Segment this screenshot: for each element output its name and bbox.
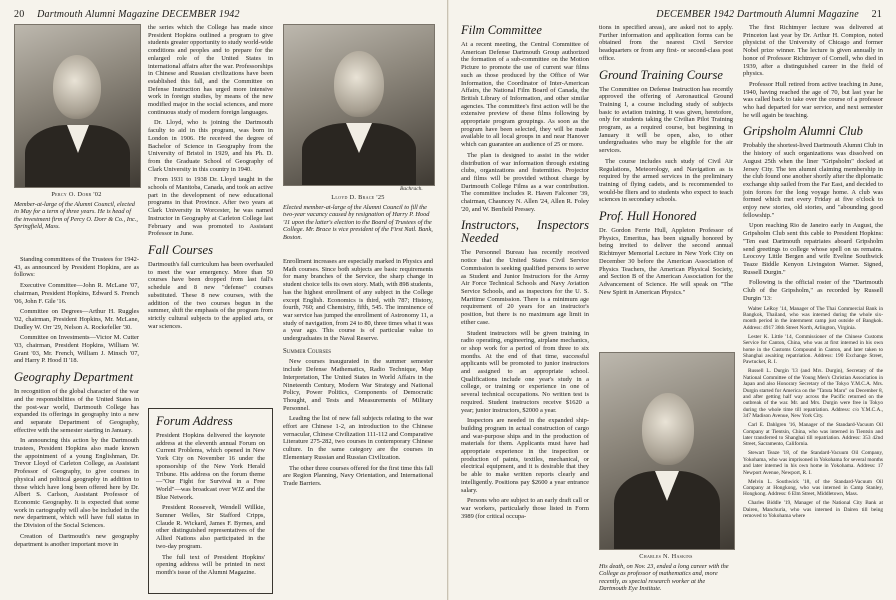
instructors-paragraph: Inspectors are needed in the expanded ship-building program in actual construction of cargo and war-purpose ships and in the production of materials for them. Applicants must have had appropriate experience in the inspection or production of paints, textiles, mechanical, or electrical equipment, and it is desirable that they be able to make written reports clearly and intelligently. Positions pay $2600 a year entrance salary. — [461, 417, 589, 494]
heading-hull-honored: Prof. Hull Honored — [599, 209, 697, 224]
heading-ground-training: Ground Training Course — [599, 67, 723, 82]
heading-geography: Geography Department — [14, 370, 134, 385]
right-page — [449, 0, 896, 600]
gripsholm-paragraph: Following is the official roster of the "Dartmouth Club of the Gripsholm," as recorded by Russell Durgin '13: — [743, 279, 883, 302]
forum-paragraph: The full text of President Hopkins' opening address will be printed in next month's issue of the Alumni Magazine. — [156, 553, 265, 576]
portrait-photo-brace — [283, 24, 435, 186]
gripsholm-paragraph: Probably the shortest-lived Dartmouth Alumni Club in the history of such organizations was dissolved on August 25th when the liner "Gripsholm" docked at Jersey City. The ten alumni claiming membership in the club found one another shortly after the diplomatic exchange ship sailed from the Far East, and decided to join forces for the long voyage home. A club was formed which met every Friday at five o'clock to enjoy new stories, old stories, and "abounding good fellowship." — [743, 142, 883, 219]
roster-entry: Stewart Teaze '18, of the Standard-Vacuum Oil Company, Yokohama, who was imprisoned in Yokohama for several months and later interned in his own home in Yokohama. Address: 17 Newport Avenue, Newport, R. I. — [743, 450, 883, 476]
roster-entry: Charles Biddle '19, Manager of the National City Bank at Dairen, Manchuria, who was interned in Dairen till being removed to Yokohama where — [743, 500, 883, 520]
instructors-paragraph: Student instructors will be given training in radio operating, engineering, airplane mechanics, or shop work for a period of from three to six months. At the end of that time, successful applicants will be promoted to junior instructors and assigned to an appropriate school. Qualifications include one year's study in a college, or training or experience in one of several technical occupations. No written test is required. Student instructors receive $1620 a year; junior instructors, $2000 a year. — [461, 329, 589, 414]
summer-paragraph: The other three courses offered for the first time this fall are Region Planning, Navy Orientation, and International Trade Barriers. — [283, 464, 433, 487]
trustee-paragraph: Standing committees of the Trustees for 1942-43, as announced by President Hopkins, are as follows: — [14, 256, 139, 279]
summer-paragraph: New courses inaugurated in the summer semester include Defense Mathematics, Radio Technique, Map Interpretation, The United States in World Affairs in the Nineteenth Century, Modern War Strategy and National Policy, Power Politics, Components of Democratic Thought, and Tests and Measurements of Military Personnel. — [283, 358, 433, 412]
caption-haskins: Charles N. Haskins His death, on Nov. 23, ended a long career with the College as professor of mathematics and, more recently, as special research worker at the Dartmouth Eye Institute. — [599, 553, 729, 593]
heading-film-committee: Film Committee — [461, 23, 542, 37]
geography-paragraph: In recognition of the global character of the war and the responsibilities of the United States in the post-war world, Dartmouth College has expanded its offerings in geography into a new and separate Department of Geography, effective with the semester starting in January. — [14, 388, 139, 434]
geography-paragraph: In announcing this action by the Dartmouth trustees, President Hopkins also made known the appointment of a young Englishman, Dr. Trevor Lloyd of Carleton College, as Assistant Professor of Geography, to give courses in physical and political geography in addition to those which have long been offered here by Dr. Albert S. Carlson, Assistant Professor of Economic Geography. It is expected that some work in cartography will also be included in the new department, which will have full status in the Division of the Social Sciences. — [14, 437, 139, 530]
roster-entry: Lester K. Little '14, Commissioner of the Chinese Customs Service for Canton, China, who was at first interned in his own home in the Customs Compound in Canton, and later taken to Shanghai awaiting repatriation. Address: 190 Exchange Street, Pawtucket, R. I. — [743, 333, 883, 366]
left-page-number: 20 — [14, 9, 25, 20]
heading-gripsholm: Gripsholm Alumni Club — [743, 124, 863, 139]
fall-courses-paragraph: Dartmouth's fall curriculum has been overhauled to meet the war emergency. More than 50 courses have been dropped from last fall's schedule and 8 new "defense" courses substituted. These 8 new courses, with the addition of the two courses begun in the summer, shift the emphasis of the program from strictly cultural subjects to the applied arts, or war sciences. — [148, 260, 273, 330]
column-middle — [148, 24, 273, 333]
forum-paragraph: President Roosevelt, Wendell Willkie, Sumner Welles, Sir Stafford Cripps, Claude R. Wickard, James F. Byrnes, and other distinguished representatives of the Allied Nations also participated in the two-day program. — [156, 504, 265, 550]
trustee-paragraph: Committee on Investments—Victor M. Cutter '03, chairman, President Hopkins, William W. Grant '03, Mr. French, William J. Minsch '07, and Harry P. Hood II '18. — [14, 334, 139, 365]
geography-paragraph: Creation of Dartmouth's new geography department is another important move in — [14, 532, 139, 548]
photo-credit: Bachrach. — [400, 186, 423, 192]
subheading-summer-courses: Summer Courses — [283, 347, 332, 355]
body-paragraph: Dr. Lloyd, who is joining the Dartmouth faculty to aid in this program, was born in London in 1906. He received the degree of Bachelor of Science in Geography from the University of Bristol in 1929, and his Ph. D. from the Graduate School of Geography of Clark University in this country in 1940. — [148, 119, 273, 173]
left-running-head: 20 Dartmouth Alumni Magazine DECEMBER 1942 — [14, 9, 240, 20]
body-paragraph: The first Richtmyer lecture was delivered at Princeton last year by Dr. Arthur H. Compton, noted physicist of the University of Chicago and former Nobel prize winner. The lecture is given annually in honor of Professor Richtmyer of Cornell, who died in 1939, after a distinguished career in the field of physics. — [743, 24, 883, 78]
trustee-paragraph: Executive Committee—John R. McLane '07, chairman, President Hopkins, Edward S. French '06, John F. Gile '16. — [14, 282, 139, 305]
trustee-paragraph: Committee on Degrees—Arthur H. Ruggles '02, chairman, President Hopkins, Mr. McLane, Dudley W. Orr '29, Nelson A. Rockefeller '30. — [14, 308, 139, 331]
column-film-instructors — [461, 24, 589, 523]
right-page-number: 21 — [871, 9, 882, 20]
forum-paragraph: President Hopkins delivered the keynote address at the eleventh annual Forum on Current Problems, which opened in New York City on November 16 under the sponsorship of the New York Herald Tribune. His address on the forum theme—"Our Fight for Survival in a Free World"—was broadcast over WJZ and the Blue Network. — [156, 432, 265, 501]
heading-instructors: Instructors, Inspectors Needed — [461, 218, 589, 246]
body-paragraph: Professor Hull retired from active teaching in June, 1940, having reached the age of 70, but last year he was called back to take over the course of a professor who had departed for war service, and next semester he will again be teaching. — [743, 80, 883, 119]
instructors-paragraph: Persons who are subject to an early draft call or war workers, particularly those listed in Form 3989 (for critical occupa- — [461, 497, 589, 520]
column-gripsholm — [743, 24, 883, 522]
caption-brace: Lloyd D. Brace '25 Elected member-at-large of the Alumni Council to fill the two-year vacancy caused by resignation of Harry P. Hood '11 upon the latter's election to the Board of Trustees of the College. Mr. Brace is vice president of the First Natl. Bank, Boston. — [283, 194, 433, 241]
column-ground-hull — [599, 24, 733, 299]
roster-entry: Melvin L. Southwick '18, of the Standard-Vacuum Oil Company at Hongkong, who was interned in Camp Stanley, Hongkong. Address: 6 Elm Street, Middletown, Mass. — [743, 478, 883, 498]
body-paragraph: Enrollment increases are especially marked in Physics and Math courses. Since both subjects are basic requirements for many branches of the Service, the sharp change in student choice tells its own story. Math, with 898 students, has the highest enrollment of any subject in the College except English. Economics is third, with 787; History, fourth, 760; and Chemistry, fifth, 545. The imminence of war service has jumped the enrollment of Astronomy 11, a study of navigation, from 24 to 80, three times what it was a year ago. This course is of particular value to undergraduates in the Naval Reserve. — [283, 258, 433, 343]
right-running-head: DECEMBER 1942 Dartmouth Alumni Magazine 21 — [656, 9, 882, 20]
instructors-paragraph: The Personnel Bureau has recently received notice that the United States Civil Service Commission is seeking qualified persons to serve as Student and Junior Instructors for the Army Air Force Technical Schools and Navy Aviation Service Schools, and as inspectors for the U. S. Maritime Commission. There is a minimum age requirement of 20 years for an instructor's position, but there is no maximum age limit in either case. — [461, 249, 589, 326]
portrait-photo-dorr — [14, 24, 141, 188]
ground-paragraph: The course includes such study of Civil Air Regulations, Meteorology, and Navigation as is required by the armed services in the preliminary training of flying cadets, and is recommended to would-be fliers and to students who expect to teach sciences in secondary schools. — [599, 157, 733, 204]
column-left-lower — [14, 256, 139, 551]
ground-paragraph: The Committee on Defense Instruction has recently approved the offering of Aeronautical Ground Training I, a course including study of subjects basic to aviation training. It was given, heretofore, only for students taking the Civilian Pilot Training program, as a required course, but beginning in January it will be open, also, to other undergraduates who may be eligible for the air services. — [599, 85, 733, 155]
forum-address-box — [148, 408, 273, 594]
gripsholm-paragraph: Upon reaching Rio de Janeiro early in August, the Gripsholm Club sent this cable to President Hopkins: "Ten east Dartmouth repatriates aboard Gripsholm send greetings to college whose spell on us remains. Leocovy Little Bergen and wife Eveline Southwick Teaze Biddle Kenyon Livingston Warner. Signed, Russell Durgin." — [743, 222, 883, 276]
film-paragraph: The plan is designed to assist in the wider distribution of war information through existing clubs, organizations and fraternities. Projector and films will be provided without charge by Dartmouth College Films as a war contribution. The committee includes R. Haven Falconer '39, chairman, Chauncey N. Allen '24, Allen R. Foley '20, and W. Benfield Pressey. — [461, 151, 589, 213]
body-paragraph: tions in specified areas), are asked not to apply. Further information and application forms can be obtained from the nearest Civil Service headquarters or from any first- or second-class post office. — [599, 24, 733, 62]
roster-entry: Walter LeRoy '14, Manager of The Thai Commercial Bank in Bangkok, Thailand, who was interned during the whole six-month period in the internment camp just outside of Bangkok. Address: 4917 36th Street North, Arlington, Virginia. — [743, 305, 883, 331]
roster-entry: Russell L. Durgin '13 (and Mrs. Durgin), Secretary of the National Committee of the Young Men's Christian Association in Japan and also Honorary Secretary of the Tokyo Y.M.C.A. Mrs. Durgin started for America on the "Tatuta Maru" on December 8, and after getting half way across the Pacific returned on the outbreak of the war. Mr. and Mrs. Durgin were free in Tokyo during the whole time till repatriation. Address: c/o Y.M.C.A., 347 Madison Avenue, New York City. — [743, 368, 883, 420]
heading-fall-courses: Fall Courses — [148, 242, 213, 257]
heading-forum-address: Forum Address — [156, 414, 233, 428]
summer-paragraph: Leading the list of new fall subjects relating to the war effort are Chinese 1-2, an introduction to the Chinese vernacular, Chinese Civilization 111-112 and Comparative Literature 275-282, two courses in contemporary Chinese culture. In the same category are the courses in Elementary Russian and Russian Civilization. — [283, 415, 433, 461]
hull-paragraph: Dr. Gordon Ferrie Hull, Appleton Professor of Physics, Emeritus, has been signally honored by being invited to deliver the second annual Richtmyer Memorial Lecture in New York City on December 30 before the American Association of Physics Teachers, the American Physical Society, and Section B of the American Association for the Advancement of Science. He will speak on "The New Spirit in American Physics." — [599, 227, 733, 296]
gripsholm-roster — [743, 306, 883, 520]
caption-dorr: Percy O. Dorr '02 Member-at-large of the Alumni Council, elected in May for a term of three years. He is head of the investment firm of Percy O. Dorr & Co., Inc., Springfield, Mass. — [14, 191, 138, 231]
body-paragraph: the series which the College has made since President Hopkins outlined a program to give students greater opportunity to study world-wide conditions and peoples and to prepare for the enlarged role of the United States in international affairs after the war. Professorships in Chinese and Russian civilizations have been established this fall, and the Committee on Defense Instruction has urged more intensive work in foreign studies, by means of the new modified major in the social sciences, and more continuous study of modern foreign languages. — [148, 24, 273, 116]
roster-entry: Carl E. Dahlgren '16, Manager of the Standard-Vacuum Oil Company at Tientsin, China, who was interned in Tientsin and later transferred to Shanghai till repatriation. Address: 353 42nd Street, Sacramento, California. — [743, 422, 883, 448]
film-paragraph: At a recent meeting, the Central Committee of American Defense Dartmouth Group authorized the formation of a sub-committee on the Motion Picture to promote the use of current war films such as those produced by the Office of War Information, the Coordinator of Inter-American Affairs, the National Film Board of Canada, the British Library of Information, and other similar agencies. The committee's first action will be the extensive preview of these films following by appropriate program groupings. As soon as the program have been selected, they will be made available to all local groups in and near Hanover which can guarantee an audience of 25 or more. — [461, 41, 589, 149]
portrait-photo-haskins — [599, 352, 735, 550]
column-right-lower — [283, 258, 433, 491]
body-paragraph: From 1931 to 1938 Dr. Lloyd taught in the schools of Manitoba, Canada, and took an active part in the development of new educational programs in that Province. After two years at Clark University in Worcester, he was named Instructor in Geography at Carleton College last February and was promoted to Assistant Professor in June. — [148, 176, 273, 238]
